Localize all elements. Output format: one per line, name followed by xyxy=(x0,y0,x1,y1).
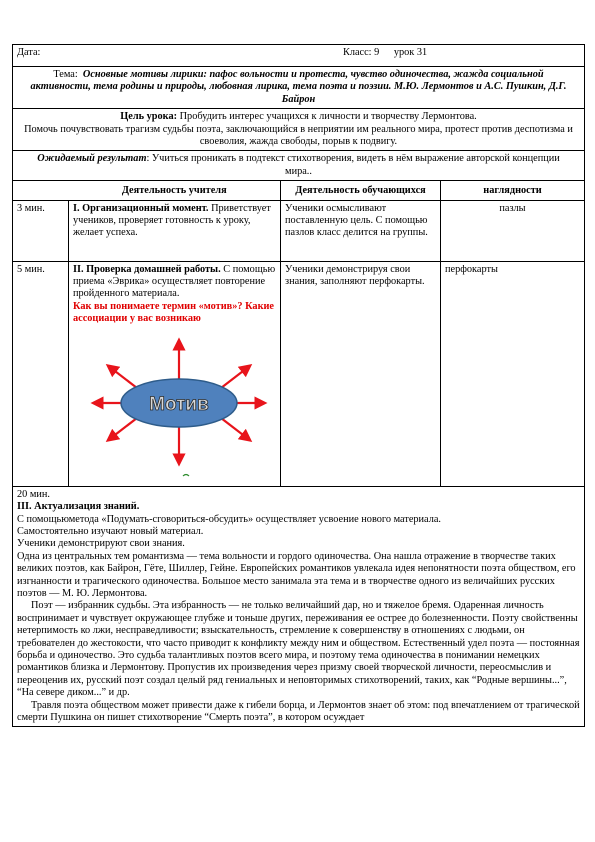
arrow-lower-left xyxy=(111,418,137,438)
stage-1-row xyxy=(13,200,585,261)
stage-2-row xyxy=(13,261,585,486)
stage-3-paragraph-1: Одна из центральных тем романтизма — тема вольности и гордого одиночества. Она нашла отражение в творчестве таких великих поэтов, как Байрон, Гёте, Шиллер, Гейне. Европейских романтиков увлекала идея непонятности поэта обществом, его изгнанности и трагического одиночества. Большое место занимала эта тема и в творчестве одного из величайших русских поэтов — М. Ю. Лермонтова. xyxy=(17,550,576,599)
stage-1-teacher xyxy=(69,200,281,261)
stage-3-time: 20 мин. xyxy=(17,488,50,500)
expected-row xyxy=(13,151,585,181)
stage-3-title: III. Актуализация знаний. xyxy=(17,501,140,513)
stage-2-visual: перфокарты xyxy=(441,261,585,486)
arrow-lower-right xyxy=(221,418,247,438)
col-visual-header: наглядности xyxy=(441,181,585,200)
stage-2-students: Ученики демонстрируя свои знания, заполняют перфокарты. xyxy=(281,261,441,486)
stage-1-text: Приветствует учеников, проверяет готовность к уроку, желает успеха. xyxy=(73,202,271,239)
stage-3-row xyxy=(13,486,585,727)
motif-diagram xyxy=(89,334,269,484)
stage-1-students: Ученики осмысливают поставленную цель. С помощью пазлов класс делится на группы. xyxy=(281,200,441,261)
arrow-upper-right xyxy=(221,368,247,388)
date-label: Дата: xyxy=(17,47,41,58)
goal-text-1: Пробудить интерес учащихся к личности и творчеству Лермонтова. xyxy=(179,111,477,123)
topic-text: Основные мотивы лирики: пафос вольности и протеста, чувство одиночества, жажда социальной активности, тема родины и природы, любовная лирика, тема поэта и поэзии. М.Ю. Лермонтов и А.С. Пушкин, Д.Г. Байрон xyxy=(30,69,567,105)
arrow-upper-left xyxy=(111,368,137,388)
stage-3-paragraph-2: Поэт — избранник судьбы. Эта избранность — не только величайший дар, но и тяжелое бремя. Одаренная личность воспринимает и чувствует окружающее глубже и тоньше других, переживания ее острее до болезненности. Поэту свойственны нетерпимость ко лжи, несправедливости; взыскательность, стремление к совершенству в отношениях с людьми, он требователен до жестокости, что часто приводит к конфликту между ним и обществом. Естественный удел поэта — постоянная борьба и одиночество. Это судьба талантливых поэтов всего мира, и поэтому тема одиночества в понимании немецких романтиков близка и Лермонтову. Пропустив их произведения через призму своей творческой личности, переосмыслив и переоценив их, русский поэт создал целый ряд гениальных и неповторимых стихотворений, таких, как “Родные вершины...”, “На севере диком...” и др. xyxy=(17,600,580,699)
goal-text-2: Помочь почувствовать трагизм судьбы поэта, заключающийся в неприятии им реального мира, протест против деспотизма и своеволия, жажда свободы, порыв к подвигу. xyxy=(24,123,573,148)
goal-label: Цель урока: xyxy=(120,111,178,123)
stage-2-title: II. Проверка домашней работы. xyxy=(73,263,221,275)
lesson-table xyxy=(12,44,585,727)
stage-2-teacher xyxy=(69,261,281,486)
lesson-plan-page xyxy=(12,44,584,727)
col-students-header: Деятельность обучающихся xyxy=(281,181,441,200)
col-teacher-header: Деятельность учителя xyxy=(69,181,281,200)
motif-label: Мотив xyxy=(149,393,209,415)
stage-1-time: 3 мин. xyxy=(13,200,69,261)
stage-2-question: Как вы понимаете термин «мотив»? Какие ассоциации у вас возникаю xyxy=(73,300,275,325)
stage-2-time: 5 мин. xyxy=(13,261,69,486)
columns-header-row xyxy=(13,181,585,200)
stage-1-title: I. Организационный момент. xyxy=(73,202,209,214)
small-mark xyxy=(183,474,189,476)
expected-text: : Учиться проникать в подтекст стихотворения, видеть в нём выражение авторской концепции мира.. xyxy=(146,153,560,177)
stage-3-line-1: С помощьюметода «Подумать-сговориться-обсудить» осуществляет усвоение нового материала. xyxy=(17,513,441,525)
date-row xyxy=(13,45,585,67)
stage-3-cell xyxy=(13,486,585,727)
class-label: Класс: 9 xyxy=(342,47,380,58)
lesson-label: урок 31 xyxy=(393,47,428,58)
topic-label: Тема: xyxy=(53,69,78,80)
topic-row xyxy=(13,67,585,109)
stage-3-line-2: Самостоятельно изучают новый материал. xyxy=(17,525,204,537)
expected-label: Ожидаемый результат xyxy=(37,153,147,165)
stage-3-paragraph-3: Травля поэта обществом может привести даже к гибели борца, и Лермонтов знает об этом: под впечатлением от трагической смерти Пушкина он пишет стихотворение “Смерть поэта”, в котором осуждает xyxy=(17,699,580,723)
stage-2-text: С помощью приема «Эврика» осуществляет повторение пройденного материала. xyxy=(73,263,276,300)
motif-diagram-svg xyxy=(89,334,269,484)
goal-row xyxy=(13,109,585,151)
stage-3-line-3: Ученики демонстрируют свои знания. xyxy=(17,538,185,550)
stage-1-visual: пазлы xyxy=(441,200,585,261)
